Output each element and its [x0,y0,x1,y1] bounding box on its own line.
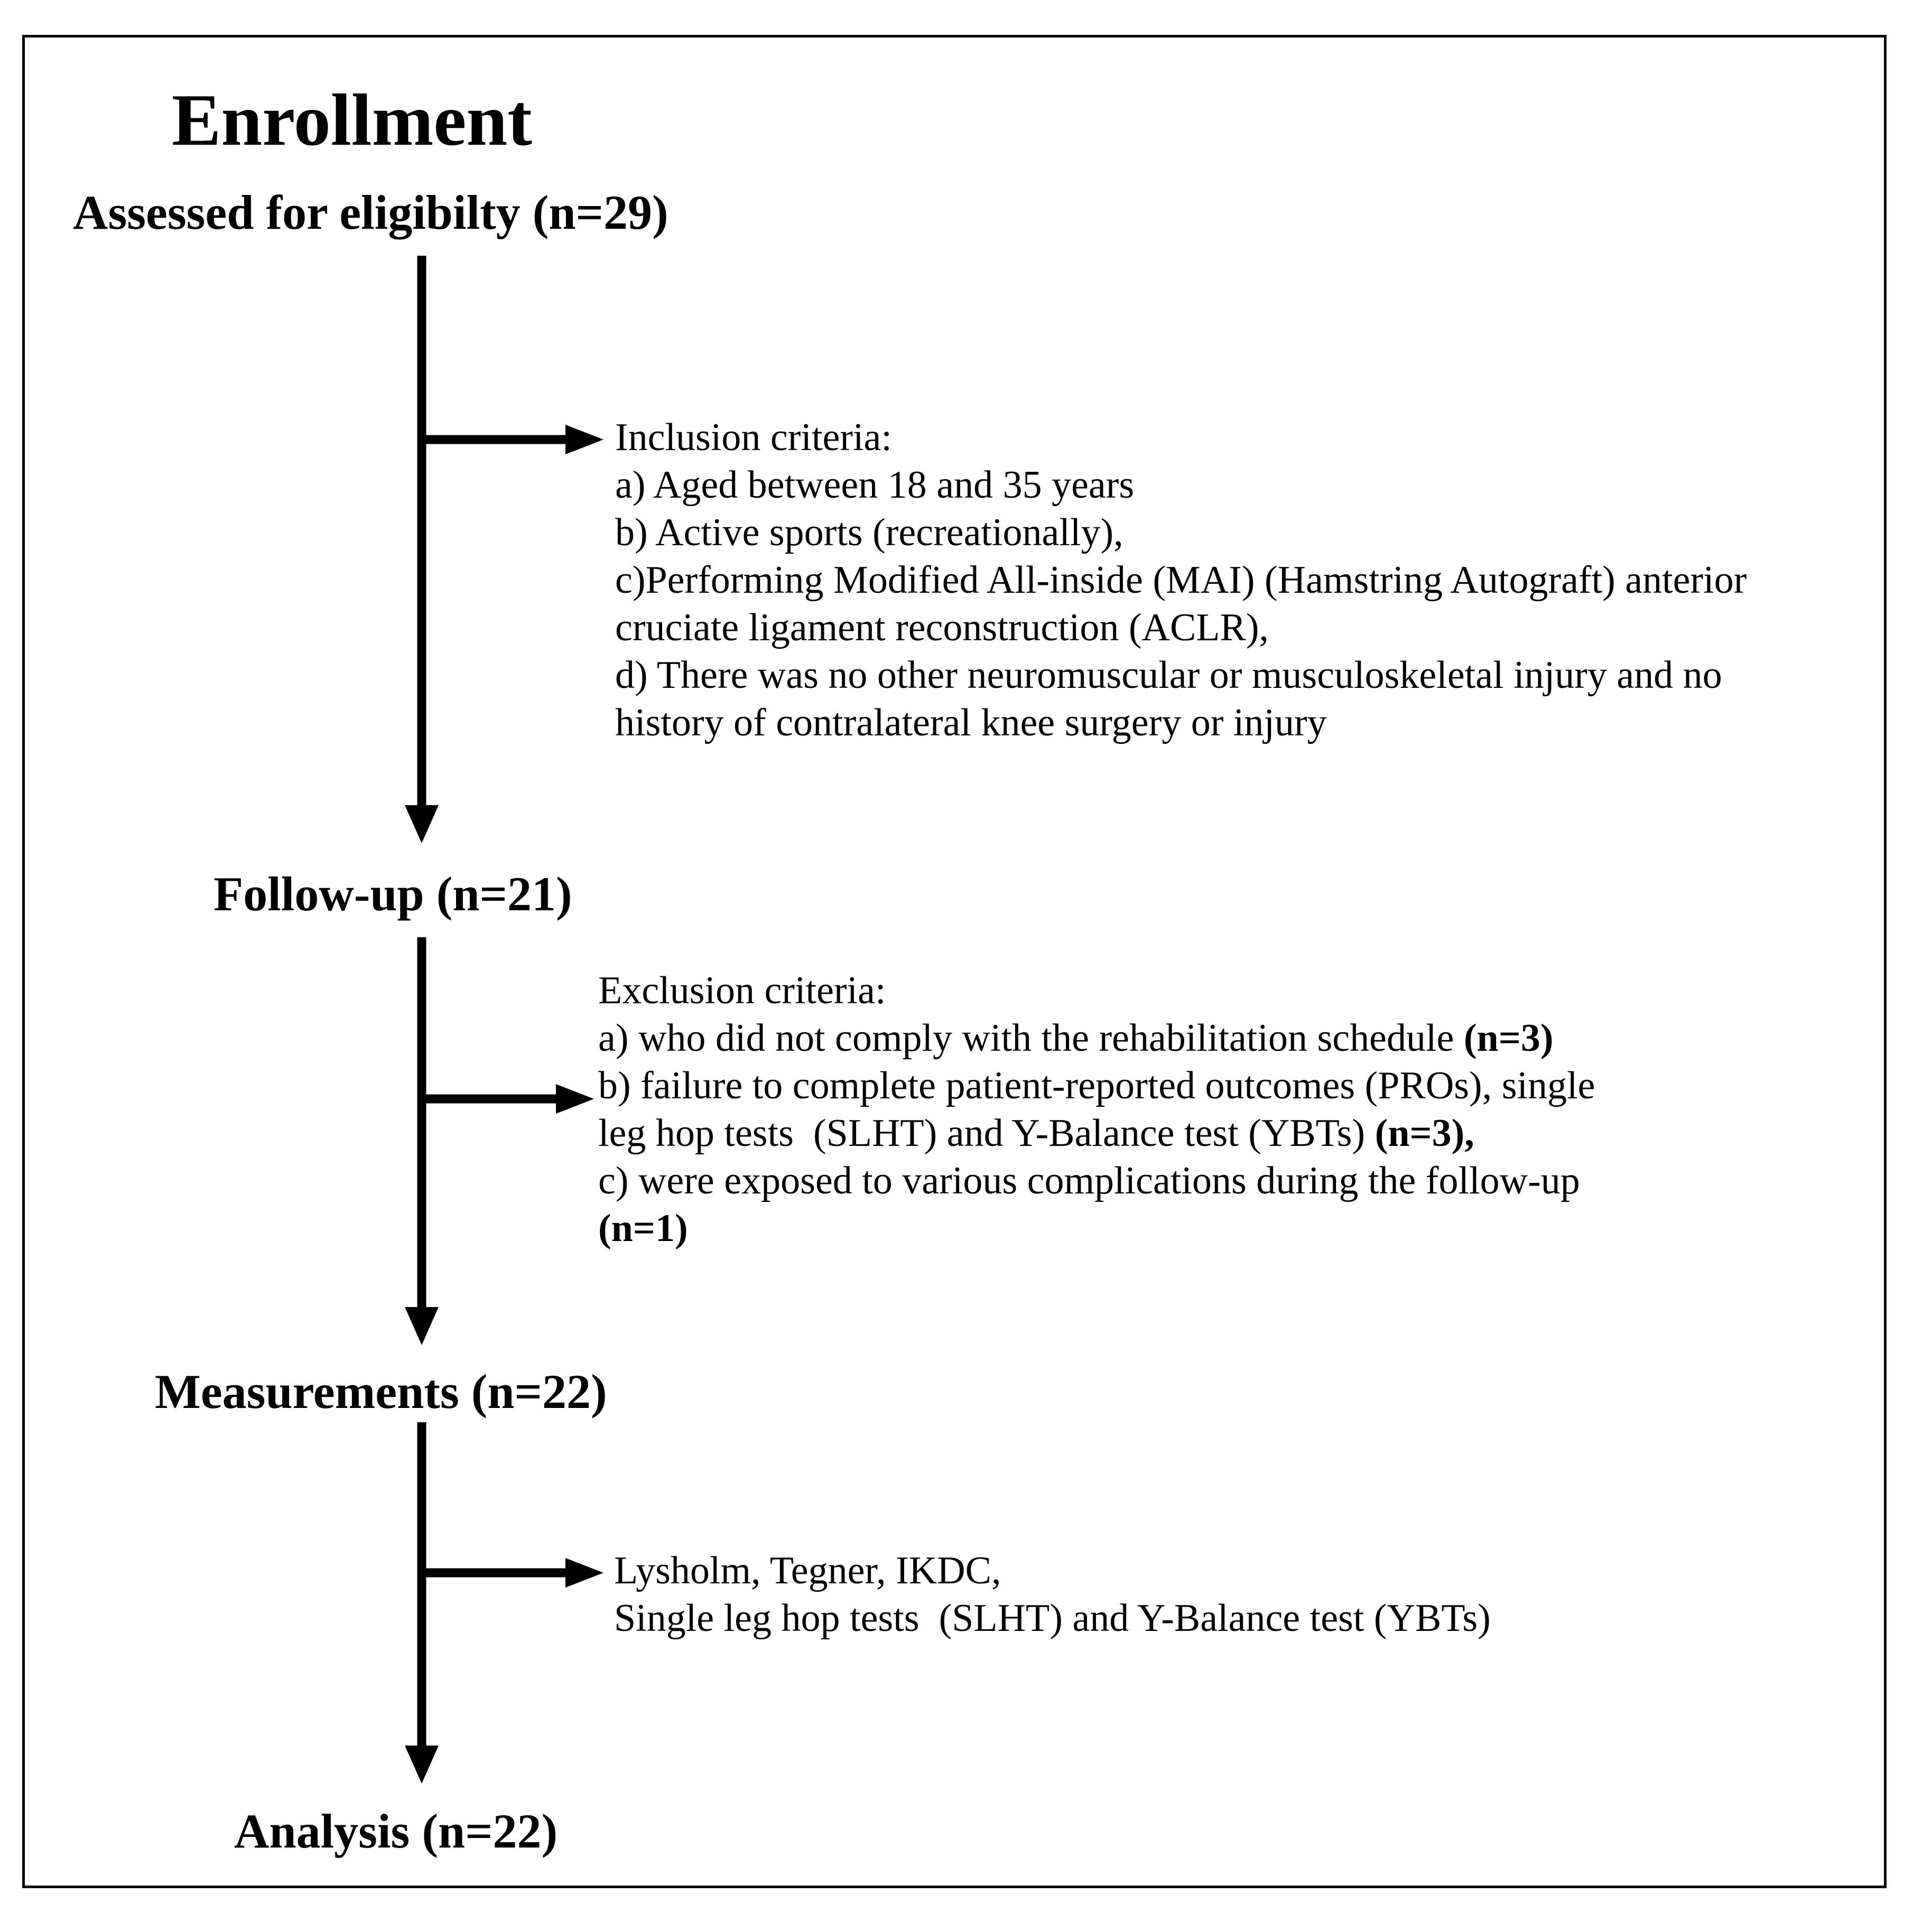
inclusion-item: d) There was no other neuromuscular or musculoskeletal injury and no [615,654,1722,697]
exclusion-item-c-count-line [598,1205,1595,1252]
exclusion-item-a [598,1014,1595,1062]
exclusion-item-c: c) were exposed to various complications during the follow-up [598,1159,1580,1202]
stage-analysis: Analysis (n=22) [234,1804,558,1858]
measures-line: Single leg hop tests (SLHT) and Y-Balance test (YBTs) [614,1597,1491,1640]
stage-measurements: Measurements (n=22) [155,1365,607,1419]
arrow-measurements-head [405,1307,439,1345]
exclusion-criteria-box [598,967,1595,1252]
inclusion-item: cruciate ligament reconstruction (ACLR), [615,606,1269,649]
inclusion-heading: Inclusion criteria: [615,416,892,459]
inclusion-item: b) Active sports (recreationally), [615,511,1123,554]
arrow-measures-head [565,1558,603,1588]
measures-box [614,1547,1491,1642]
inclusion-item: a) Aged between 18 and 35 years [615,463,1135,507]
inclusion-item: c)Performing Modified All-inside (MAI) (Hamstring Autograft) anterior [615,558,1747,602]
exclusion-item-a-count: (n=3) [1463,1016,1554,1060]
measures-line: Lysholm, Tegner, IKDC, [614,1549,1001,1592]
arrow-analysis-head [405,1746,439,1784]
arrow-inclusion-head [565,425,603,454]
exclusion-item-b2-count: (n=3), [1374,1112,1474,1155]
inclusion-item: history of contralateral knee surgery or injury [615,701,1327,744]
exclusion-item-b2 [598,1109,1595,1157]
arrow-exclusion-head [556,1084,594,1114]
exclusion-item-b2-text: leg hop tests (SLHT) and Y-Balance test (YBTs) [598,1112,1375,1155]
stage-assessed: Assessed for eligibilty (n=29) [73,185,668,239]
inclusion-criteria-box [615,414,1747,747]
exclusion-item-c-count: (n=1) [598,1207,688,1250]
exclusion-item-a-text: a) who did not comply with the rehabilitation schedule [598,1016,1464,1060]
stage-follow-up: Follow-up (n=21) [213,867,572,921]
enrollment-title: Enrollment [172,79,532,161]
exclusion-item-b1: b) failure to complete patient-reported outcomes (PROs), single [598,1064,1595,1107]
exclusion-heading: Exclusion criteria: [598,969,886,1012]
arrow-followup-head [405,805,439,843]
